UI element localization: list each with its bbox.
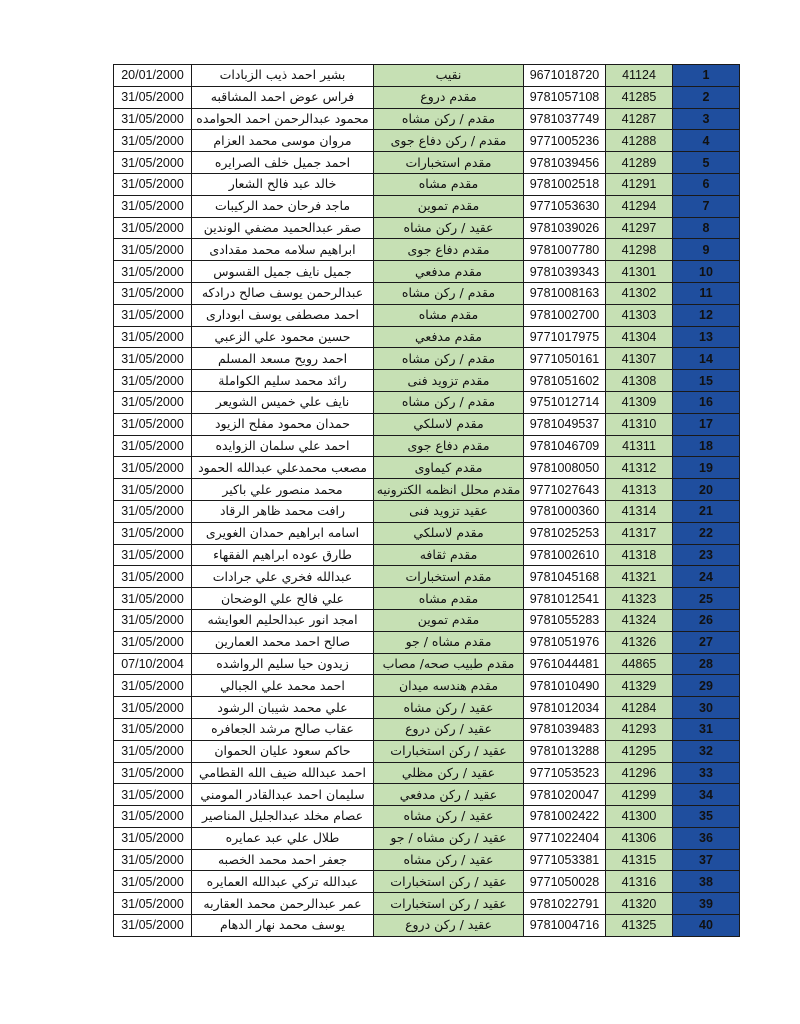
national-id-cell: 9781020047 [524, 784, 606, 806]
table-row [114, 65, 740, 87]
national-id-cell: 9771005236 [524, 130, 606, 152]
row-number-cell: 22 [673, 522, 740, 544]
rank-cell: عقيد / ركن مشاه [374, 806, 524, 828]
name-cell: عبدالرحمن يوسف صالح درادكه [192, 282, 374, 304]
code-cell: 41325 [606, 915, 673, 937]
date-cell: 31/05/2000 [114, 893, 192, 915]
national-id-cell: 9781039456 [524, 152, 606, 174]
name-cell: محمود عبدالرحمن احمد الحوامده [192, 108, 374, 130]
name-cell: سليمان احمد عبدالقادر المومني [192, 784, 374, 806]
date-cell: 31/05/2000 [114, 173, 192, 195]
rank-cell: مقدم / ركن دفاع جوى [374, 130, 524, 152]
rank-cell: مقدم دفاع جوى [374, 239, 524, 261]
national-id-cell: 9781000360 [524, 500, 606, 522]
table-row [114, 718, 740, 740]
row-number-cell: 23 [673, 544, 740, 566]
table-row [114, 609, 740, 631]
code-cell: 41316 [606, 871, 673, 893]
date-cell: 31/05/2000 [114, 86, 192, 108]
date-cell: 31/05/2000 [114, 675, 192, 697]
table-row [114, 326, 740, 348]
national-id-cell: 9781039343 [524, 261, 606, 283]
table-row [114, 762, 740, 784]
table-row [114, 697, 740, 719]
table-row [114, 479, 740, 501]
table-row [114, 261, 740, 283]
table-row [114, 282, 740, 304]
table-row [114, 217, 740, 239]
table-row [114, 500, 740, 522]
row-number-cell: 20 [673, 479, 740, 501]
table-row [114, 522, 740, 544]
code-cell: 41297 [606, 217, 673, 239]
name-cell: طارق عوده ابراهيم الفقهاء [192, 544, 374, 566]
national-id-cell: 9781055283 [524, 609, 606, 631]
national-id-cell: 9781039026 [524, 217, 606, 239]
code-cell: 41301 [606, 261, 673, 283]
rank-cell: عقيد / ركن مشاه [374, 217, 524, 239]
row-number-cell: 13 [673, 326, 740, 348]
code-cell: 41300 [606, 806, 673, 828]
national-id-cell: 9781045168 [524, 566, 606, 588]
code-cell: 41310 [606, 413, 673, 435]
code-cell: 41298 [606, 239, 673, 261]
rank-cell: عقيد / ركن مشاه [374, 697, 524, 719]
roster-body [114, 65, 740, 937]
row-number-cell: 6 [673, 173, 740, 195]
table-row [114, 304, 740, 326]
name-cell: احمد محمد علي الجبالي [192, 675, 374, 697]
name-cell: عبدالله فخري علي جرادات [192, 566, 374, 588]
rank-cell: مقدم تزويد فنى [374, 370, 524, 392]
national-id-cell: 9761044481 [524, 653, 606, 675]
name-cell: يوسف محمد نهار الدهام [192, 915, 374, 937]
table-row [114, 413, 740, 435]
code-cell: 41291 [606, 173, 673, 195]
national-id-cell: 9781051976 [524, 631, 606, 653]
date-cell: 31/05/2000 [114, 282, 192, 304]
table-row [114, 435, 740, 457]
code-cell: 41307 [606, 348, 673, 370]
table-row [114, 588, 740, 610]
national-id-cell: 9771027643 [524, 479, 606, 501]
name-cell: علي محمد شيبان الرشود [192, 697, 374, 719]
national-id-cell: 9771053381 [524, 849, 606, 871]
table-row [114, 173, 740, 195]
code-cell: 41314 [606, 500, 673, 522]
name-cell: مروان موسى محمد العزام [192, 130, 374, 152]
table-row [114, 871, 740, 893]
name-cell: فراس عوض احمد المشاقبه [192, 86, 374, 108]
row-number-cell: 7 [673, 195, 740, 217]
row-number-cell: 38 [673, 871, 740, 893]
date-cell: 31/05/2000 [114, 261, 192, 283]
name-cell: جميل نايف جميل القسوس [192, 261, 374, 283]
name-cell: صالح احمد محمد العمارين [192, 631, 374, 653]
national-id-cell: 9781004716 [524, 915, 606, 937]
national-id-cell: 9781007780 [524, 239, 606, 261]
national-id-cell: 9781002518 [524, 173, 606, 195]
code-cell: 41299 [606, 784, 673, 806]
rank-cell: مقدم تموين [374, 195, 524, 217]
rank-cell: مقدم مشاه [374, 588, 524, 610]
national-id-cell: 9781051602 [524, 370, 606, 392]
row-number-cell: 25 [673, 588, 740, 610]
rank-cell: مقدم استخبارات [374, 152, 524, 174]
row-number-cell: 19 [673, 457, 740, 479]
date-cell: 31/05/2000 [114, 108, 192, 130]
name-cell: خالد عبد فالح الشعار [192, 173, 374, 195]
date-cell: 31/05/2000 [114, 827, 192, 849]
date-cell: 31/05/2000 [114, 370, 192, 392]
date-cell: 31/05/2000 [114, 718, 192, 740]
name-cell: علي فالح علي الوضحان [192, 588, 374, 610]
table-row [114, 566, 740, 588]
code-cell: 41312 [606, 457, 673, 479]
rank-cell: عقيد / ركن استخبارات [374, 893, 524, 915]
name-cell: احمد عبدالله ضيف الله القطامي [192, 762, 374, 784]
row-number-cell: 37 [673, 849, 740, 871]
date-cell: 31/05/2000 [114, 609, 192, 631]
code-cell: 41294 [606, 195, 673, 217]
national-id-cell: 9771050161 [524, 348, 606, 370]
rank-cell: مقدم / ركن مشاه [374, 348, 524, 370]
table-row [114, 849, 740, 871]
rank-cell: عقيد / ركن استخبارات [374, 871, 524, 893]
name-cell: رائد محمد سليم الكواملة [192, 370, 374, 392]
code-cell: 41304 [606, 326, 673, 348]
name-cell: حسين محمود علي الزعبي [192, 326, 374, 348]
date-cell: 31/05/2000 [114, 500, 192, 522]
rank-cell: عقيد / ركن مشاه [374, 849, 524, 871]
name-cell: نايف علي خميس الشويعر [192, 391, 374, 413]
national-id-cell: 9781012541 [524, 588, 606, 610]
rank-cell: مقدم مدفعي [374, 261, 524, 283]
name-cell: صقر عبدالحميد مضفي الوندين [192, 217, 374, 239]
name-cell: امجد انور عبدالحليم العوايشه [192, 609, 374, 631]
table-row [114, 915, 740, 937]
national-id-cell: 9671018720 [524, 65, 606, 87]
table-row [114, 653, 740, 675]
national-id-cell: 9781025253 [524, 522, 606, 544]
code-cell: 41315 [606, 849, 673, 871]
row-number-cell: 18 [673, 435, 740, 457]
name-cell: ابراهيم سلامه محمد مقدادى [192, 239, 374, 261]
date-cell: 31/05/2000 [114, 479, 192, 501]
name-cell: عصام مخلد عبدالجليل المناصير [192, 806, 374, 828]
table-row [114, 893, 740, 915]
table-row [114, 152, 740, 174]
date-cell: 31/05/2000 [114, 566, 192, 588]
rank-cell: مقدم لاسلكي [374, 413, 524, 435]
row-number-cell: 29 [673, 675, 740, 697]
table-row [114, 195, 740, 217]
code-cell: 41320 [606, 893, 673, 915]
date-cell: 31/05/2000 [114, 631, 192, 653]
rank-cell: مقدم / ركن مشاه [374, 391, 524, 413]
code-cell: 41284 [606, 697, 673, 719]
roster-table [113, 64, 740, 937]
row-number-cell: 1 [673, 65, 740, 87]
date-cell: 31/05/2000 [114, 413, 192, 435]
national-id-cell: 9781008163 [524, 282, 606, 304]
date-cell: 31/05/2000 [114, 326, 192, 348]
date-cell: 31/05/2000 [114, 348, 192, 370]
rank-cell: مقدم مشاه / جو [374, 631, 524, 653]
national-id-cell: 9781012034 [524, 697, 606, 719]
date-cell: 31/05/2000 [114, 457, 192, 479]
code-cell: 41285 [606, 86, 673, 108]
rank-cell: مقدم دفاع جوى [374, 435, 524, 457]
date-cell: 31/05/2000 [114, 522, 192, 544]
row-number-cell: 9 [673, 239, 740, 261]
code-cell: 41124 [606, 65, 673, 87]
row-number-cell: 27 [673, 631, 740, 653]
row-number-cell: 28 [673, 653, 740, 675]
national-id-cell: 9751012714 [524, 391, 606, 413]
date-cell: 31/05/2000 [114, 435, 192, 457]
table-row [114, 740, 740, 762]
table-row [114, 784, 740, 806]
code-cell: 41317 [606, 522, 673, 544]
name-cell: اسامه ابراهيم حمدان الغويرى [192, 522, 374, 544]
row-number-cell: 14 [673, 348, 740, 370]
name-cell: احمد رويح مسعد المسلم [192, 348, 374, 370]
date-cell: 07/10/2004 [114, 653, 192, 675]
code-cell: 41289 [606, 152, 673, 174]
row-number-cell: 8 [673, 217, 740, 239]
national-id-cell: 9781002700 [524, 304, 606, 326]
rank-cell: عقيد / ركن مظلي [374, 762, 524, 784]
row-number-cell: 24 [673, 566, 740, 588]
name-cell: عبدالله تركي عبدالله العمايره [192, 871, 374, 893]
rank-cell: عقيد تزويد فنى [374, 500, 524, 522]
date-cell: 31/05/2000 [114, 304, 192, 326]
row-number-cell: 3 [673, 108, 740, 130]
date-cell: 31/05/2000 [114, 391, 192, 413]
table-row [114, 370, 740, 392]
national-id-cell: 9771053523 [524, 762, 606, 784]
national-id-cell: 9781057108 [524, 86, 606, 108]
national-id-cell: 9781046709 [524, 435, 606, 457]
national-id-cell: 9781049537 [524, 413, 606, 435]
row-number-cell: 32 [673, 740, 740, 762]
rank-cell: مقدم هندسه ميدان [374, 675, 524, 697]
rank-cell: عقيد / ركن استخبارات [374, 740, 524, 762]
rank-cell: مقدم تموين [374, 609, 524, 631]
rank-cell: مقدم كيماوى [374, 457, 524, 479]
rank-cell: مقدم استخبارات [374, 566, 524, 588]
national-id-cell: 9781002422 [524, 806, 606, 828]
row-number-cell: 33 [673, 762, 740, 784]
table-row [114, 631, 740, 653]
rank-cell: عقيد / ركن مشاه / جو [374, 827, 524, 849]
table-row [114, 806, 740, 828]
code-cell: 41288 [606, 130, 673, 152]
rank-cell: مقدم مدفعي [374, 326, 524, 348]
rank-cell: مقدم دروع [374, 86, 524, 108]
name-cell: طلال علي عبد عمايره [192, 827, 374, 849]
name-cell: بشير احمد ذيب الزبادات [192, 65, 374, 87]
code-cell: 41309 [606, 391, 673, 413]
rank-cell: مقدم مشاه [374, 173, 524, 195]
rank-cell: مقدم ثقافه [374, 544, 524, 566]
name-cell: حمدان محمود مفلح الزيود [192, 413, 374, 435]
name-cell: زيدون حيا سليم الرواشده [192, 653, 374, 675]
code-cell: 41318 [606, 544, 673, 566]
code-cell: 41324 [606, 609, 673, 631]
date-cell: 20/01/2000 [114, 65, 192, 87]
rank-cell: مقدم لاسلكي [374, 522, 524, 544]
row-number-cell: 11 [673, 282, 740, 304]
code-cell: 41303 [606, 304, 673, 326]
rank-cell: عقيد / ركن دروع [374, 915, 524, 937]
row-number-cell: 40 [673, 915, 740, 937]
name-cell: مصعب محمدعلي عبدالله الحمود [192, 457, 374, 479]
row-number-cell: 30 [673, 697, 740, 719]
rank-cell: نقيب [374, 65, 524, 87]
table-row [114, 675, 740, 697]
row-number-cell: 5 [673, 152, 740, 174]
national-id-cell: 9771022404 [524, 827, 606, 849]
table-row [114, 827, 740, 849]
date-cell: 31/05/2000 [114, 849, 192, 871]
code-cell: 41296 [606, 762, 673, 784]
national-id-cell: 9781002610 [524, 544, 606, 566]
row-number-cell: 10 [673, 261, 740, 283]
table-row [114, 544, 740, 566]
name-cell: احمد جميل خلف الصرايره [192, 152, 374, 174]
date-cell: 31/05/2000 [114, 195, 192, 217]
row-number-cell: 15 [673, 370, 740, 392]
code-cell: 41295 [606, 740, 673, 762]
national-id-cell: 9771053630 [524, 195, 606, 217]
row-number-cell: 36 [673, 827, 740, 849]
date-cell: 31/05/2000 [114, 544, 192, 566]
name-cell: ماجد فرحان حمد الركيبات [192, 195, 374, 217]
national-id-cell: 9781013288 [524, 740, 606, 762]
date-cell: 31/05/2000 [114, 130, 192, 152]
date-cell: 31/05/2000 [114, 762, 192, 784]
date-cell: 31/05/2000 [114, 588, 192, 610]
name-cell: جعفر احمد محمد الخصبه [192, 849, 374, 871]
row-number-cell: 17 [673, 413, 740, 435]
name-cell: حاكم سعود عليان الحموان [192, 740, 374, 762]
code-cell: 44865 [606, 653, 673, 675]
rank-cell: مقدم / ركن مشاه [374, 282, 524, 304]
table-row [114, 391, 740, 413]
national-id-cell: 9781008050 [524, 457, 606, 479]
date-cell: 31/05/2000 [114, 239, 192, 261]
row-number-cell: 39 [673, 893, 740, 915]
name-cell: محمد منصور علي باكير [192, 479, 374, 501]
date-cell: 31/05/2000 [114, 871, 192, 893]
code-cell: 41308 [606, 370, 673, 392]
national-id-cell: 9781039483 [524, 718, 606, 740]
row-number-cell: 16 [673, 391, 740, 413]
table-row [114, 86, 740, 108]
code-cell: 41293 [606, 718, 673, 740]
national-id-cell: 9771017975 [524, 326, 606, 348]
date-cell: 31/05/2000 [114, 740, 192, 762]
row-number-cell: 21 [673, 500, 740, 522]
national-id-cell: 9781010490 [524, 675, 606, 697]
national-id-cell: 9781022791 [524, 893, 606, 915]
date-cell: 31/05/2000 [114, 784, 192, 806]
row-number-cell: 34 [673, 784, 740, 806]
name-cell: عقاب صالح مرشد الجعافره [192, 718, 374, 740]
rank-cell: عقيد / ركن دروع [374, 718, 524, 740]
name-cell: عمر عبدالرحمن محمد العقاربه [192, 893, 374, 915]
code-cell: 41306 [606, 827, 673, 849]
row-number-cell: 4 [673, 130, 740, 152]
code-cell: 41313 [606, 479, 673, 501]
national-id-cell: 9781037749 [524, 108, 606, 130]
code-cell: 41311 [606, 435, 673, 457]
rank-cell: مقدم مشاه [374, 304, 524, 326]
row-number-cell: 35 [673, 806, 740, 828]
rank-cell: مقدم طبيب صحه/ مصاب [374, 653, 524, 675]
table-row [114, 348, 740, 370]
rank-cell: مقدم محلل انظمه الكترونيه [374, 479, 524, 501]
code-cell: 41326 [606, 631, 673, 653]
date-cell: 31/05/2000 [114, 217, 192, 239]
code-cell: 41321 [606, 566, 673, 588]
table-row [114, 457, 740, 479]
table-row [114, 108, 740, 130]
code-cell: 41287 [606, 108, 673, 130]
name-cell: احمد علي سلمان الزوايده [192, 435, 374, 457]
row-number-cell: 26 [673, 609, 740, 631]
table-row [114, 130, 740, 152]
row-number-cell: 2 [673, 86, 740, 108]
date-cell: 31/05/2000 [114, 152, 192, 174]
name-cell: احمد مصطفى يوسف ابودارى [192, 304, 374, 326]
code-cell: 41323 [606, 588, 673, 610]
rank-cell: عقيد / ركن مدفعي [374, 784, 524, 806]
row-number-cell: 31 [673, 718, 740, 740]
date-cell: 31/05/2000 [114, 806, 192, 828]
row-number-cell: 12 [673, 304, 740, 326]
table-row [114, 239, 740, 261]
date-cell: 31/05/2000 [114, 915, 192, 937]
name-cell: رافت محمد ظاهر الرقاد [192, 500, 374, 522]
national-id-cell: 9771050028 [524, 871, 606, 893]
code-cell: 41302 [606, 282, 673, 304]
rank-cell: مقدم / ركن مشاه [374, 108, 524, 130]
code-cell: 41329 [606, 675, 673, 697]
date-cell: 31/05/2000 [114, 697, 192, 719]
